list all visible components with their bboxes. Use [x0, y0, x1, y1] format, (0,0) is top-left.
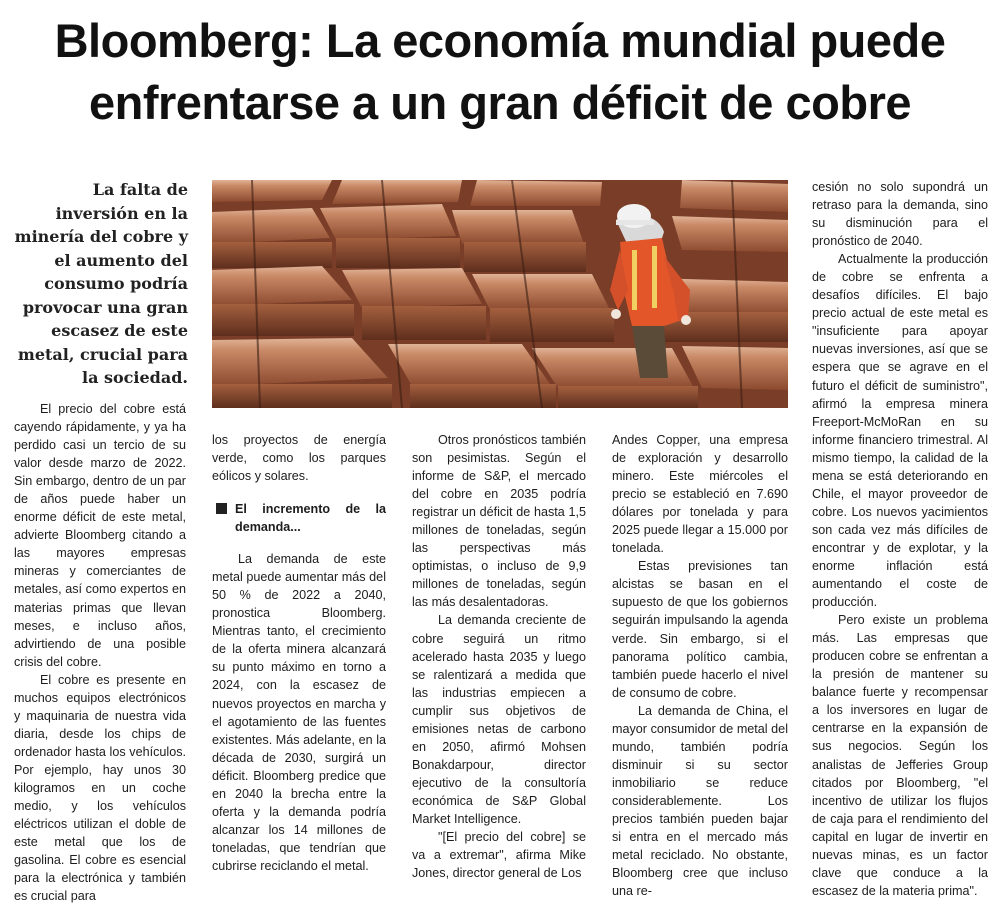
column-1 — [14, 400, 186, 905]
paragraph-continued: cesión no solo supondrá un retraso para la demanda, sino su disminución para el pronóstico de 2040. — [812, 180, 988, 249]
paragraph: La demanda de China, el mayor consumidor de metal del mundo, también podría disminuir si su sector inmobiliario se reduce considerablemente. Los precios también pueden bajar si entra en el mercado más metal reciclado. No obstante, Bloomberg cree que incluso una re- — [612, 703, 788, 899]
paragraph: La demanda creciente de cobre seguirá un ritmo acelerado hasta 2035 y luego se ralentizará a medida que las industrias empiecen a cumplir sus objetivos de emisiones netas de carbono en 2050, afirmó Mohsen Bonakdarpour, director ejecutivo de la consultoría económica de S&P Global Market Intelligence. — [412, 613, 586, 826]
article-deck: La falta de inversión en la minería del cobre y el aumento del consumo podría provocar una gran escasez de este metal, crucial para la sociedad. — [14, 180, 188, 387]
column-4 — [612, 431, 788, 900]
paragraph: La demanda de este metal puede aumentar más del 50 % de 2022 a 2040, pronostica Bloomberg. Mientras tanto, el crecimiento de la oferta minera alcanzará su punto máximo en torno a 2024, con la escasez de nuevos proyectos en marcha y el agotamiento de las fuentes existentes. Más adelante, en la década de 2030, surgirá un déficit. Bloomberg predice que en 2040 la brecha entre la oferta y la demanda podría alcanzar los 14 millones de toneladas, que tendrían que cubrirse reciclando el metal. — [212, 552, 386, 873]
column-3 — [412, 431, 586, 882]
paragraph: Estas previsiones tan alcistas se basan en el supuesto de que los gobiernos seguirán impulsando la agenda verde. Sin embargo, si el panorama político cambia, también puede hacerlo el nivel de consumo de cobre. — [612, 559, 788, 700]
headline — [0, 10, 1000, 134]
copper-cathodes-photo — [212, 180, 788, 408]
paragraph: Actualmente la producción de cobre se enfrenta a desafíos difíciles. El bajo precio actual de este metal es "insuficiente para apoyar nuevas inversiones, así que se espera que se agrave en el futuro el déficit de suministro", afirmó la empresa minera Freeport-McMoRan en su informe financiero trimestral. Al mismo tiempo, la calidad de la mena se está deteriorando en Chile, el mayor proveedor de cobre. Los nuevos yacimientos son cada vez más difíciles de encontrar y de explotar, y la enorme inflación está aumentando el coste de producción. — [812, 252, 988, 610]
paragraph-continued: Andes Copper, una empresa de exploración y desarrollo minero. Este miércoles el precio se estableció en 7.690 dólares por tonelada y para 2025 puede llegar a 15.000 por tonelada. — [612, 433, 788, 556]
paragraph: "[El precio del cobre] se va a extremar", afirma Mike Jones, director general de Los — [412, 830, 586, 881]
paragraph: Pero existe un problema más. Las empresas que producen cobre se enfrentan a la presión de mantener su balance fuerte y recompensar a los inversores en lugar de centrarse en la expansión de sus negocios. Según los analistas de Jefferies Group citados por Bloomberg, "el incentivo de utilizar los flujos de caja para el rendimiento del capital en lugar de invertir en nuevas minas, es un factor clave que conduce a la escasez de la materia prima". — [812, 613, 988, 898]
paragraph: El precio del cobre está cayendo rápidamente, y ya ha perdido casi un tercio de su valor desde marzo de 2022. Sin embargo, dentro de un par de años puede haber un enorme déficit de este metal, advierte Bloomberg citando a las mayores empresas mineras y comerciantes de metales, así como expertos en materias primas que llevan meses, e incluso años, advirtiendo de una posible crisis del cobre. — [14, 402, 186, 669]
paragraph-continued: los proyectos de energía verde, como los parques eólicos y solares. — [212, 433, 386, 484]
paragraph: El cobre es presente en muchos equipos electrónicos y maquinaria de nuestra vida diaria, desde los chips de ordenador hasta los vehículos. Por ejemplo, hay unos 30 kilogramos en un coche medio, y los vehículos eléctricos utilizan el doble de este metal que los de gasolina. El cobre es esencial para la electrónica y también es crucial para — [14, 672, 186, 904]
square-bullet-icon — [216, 503, 227, 514]
column-2 — [212, 431, 386, 875]
paragraph: Otros pronósticos también son pesimistas. Según el informe de S&P, el mercado del cobre en 2035 podría registrar un déficit de hasta 1,5 millones de toneladas, según las perspectivas más optimistas, o incluso de 9,9 millones de toneladas, según las más desalentadoras. — [412, 433, 586, 610]
headline-line-2: enfrentarse a un gran déficit de cobre — [89, 76, 911, 129]
headline-line-1: Bloomberg: La economía mundial puede — [54, 14, 946, 67]
subhead — [216, 500, 386, 536]
subhead-text: El incremento de la demanda... — [235, 502, 386, 535]
column-5 — [812, 178, 988, 900]
